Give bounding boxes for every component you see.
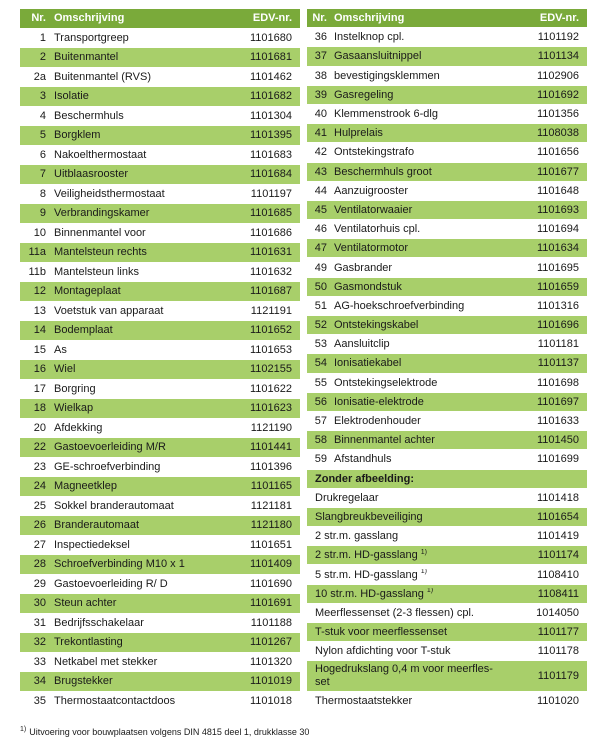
part-description: Buitenmantel (54, 51, 119, 64)
table-row (307, 692, 587, 711)
part-description: Hulprelais (334, 127, 383, 140)
part-description: Bedrijfsschakelaar (54, 616, 144, 629)
part-number: 5 (39, 129, 46, 142)
table-row (20, 185, 300, 205)
part-number: 57 (314, 415, 327, 428)
edv-number: 1101320 (249, 655, 292, 668)
part-number: 17 (33, 382, 46, 395)
part-number: 11a (28, 246, 46, 259)
edv-number: 1101020 (536, 694, 579, 707)
table-row (20, 633, 300, 653)
edv-number: 1121191 (250, 304, 292, 317)
part-description: bevestigingsklemmen (334, 69, 440, 82)
part-description (307, 492, 523, 504)
table-row (307, 163, 587, 182)
edv-number: 1101634 (536, 242, 579, 255)
table-row (20, 458, 300, 478)
part-description-text: Nylon afdichting voor T-stuk (315, 645, 451, 658)
part-description: Wiel (54, 363, 76, 376)
part-description: Mantelsteun rechts (54, 246, 147, 259)
part-description: Uitblaasrooster (54, 168, 128, 181)
edv-number: 1101652 (249, 324, 292, 337)
table-row (20, 360, 300, 380)
table-row (20, 341, 300, 361)
part-number: 24 (33, 480, 46, 493)
table-row (307, 143, 587, 162)
edv-number: 1101653 (249, 343, 292, 356)
part-number: 23 (33, 460, 46, 473)
part-number: 7 (39, 168, 46, 181)
part-number: 13 (33, 304, 46, 317)
table-row (307, 412, 587, 431)
table-row (307, 86, 587, 105)
edv-number: 1101682 (249, 90, 292, 103)
parts-table-left (20, 9, 300, 711)
part-number: 20 (33, 421, 46, 434)
edv-number: 1101181 (537, 338, 579, 351)
edv-number: 1101409 (249, 558, 292, 571)
edv-number: 1101395 (249, 129, 292, 142)
table-row (307, 182, 587, 201)
part-description: Montageplaat (54, 285, 121, 298)
part-number: 37 (314, 50, 327, 63)
part-description (307, 549, 523, 561)
edv-number: 1101691 (249, 597, 292, 610)
part-description-text: 2 str.m. HD-gasslang (315, 549, 418, 562)
part-description-text: 10 str.m. HD-gasslang (315, 587, 424, 600)
table-row (307, 201, 587, 220)
edv-number: 1101174 (537, 549, 579, 562)
edv-number: 1101695 (536, 261, 579, 274)
part-number: 39 (314, 88, 327, 101)
part-description: Afstandhuls (334, 453, 392, 466)
header-description: Omschrijving (334, 12, 405, 25)
table-row (307, 28, 587, 47)
edv-number: 1101648 (536, 184, 579, 197)
part-number: 42 (314, 146, 327, 159)
edv-number: 1101681 (249, 51, 292, 64)
part-number: 30 (33, 597, 46, 610)
part-description: Thermostaatcontactdoos (54, 694, 176, 707)
edv-number: 1101188 (250, 616, 292, 629)
part-description-text: 5 str.m. HD-gasslang (315, 568, 418, 581)
table-row (20, 146, 300, 166)
part-number: 14 (33, 324, 46, 337)
edv-number: 1101177 (537, 626, 579, 639)
edv-number: 1108411 (537, 587, 579, 600)
part-description-text: Thermostaatstekker (315, 694, 413, 707)
part-description: Ionisatie-elektrode (334, 395, 424, 408)
part-number: 2 (39, 51, 46, 64)
edv-number: 1101179 (537, 670, 579, 683)
part-description: Veiligheidsthermostaat (54, 187, 165, 200)
edv-number: 1101396 (249, 460, 292, 473)
table-row (307, 585, 587, 604)
header-edv: EDV-nr. (539, 12, 579, 25)
part-description: GE-schroefverbinding (54, 460, 161, 473)
table-row (307, 278, 587, 297)
table-row (20, 48, 300, 68)
part-number: 47 (314, 242, 327, 255)
edv-number: 1121181 (250, 499, 292, 512)
table-row (307, 508, 587, 527)
table-row (307, 297, 587, 316)
footnote (20, 727, 309, 737)
table-row (20, 399, 300, 419)
part-description: Mantelsteun links (54, 265, 139, 278)
table-row (20, 419, 300, 439)
edv-number: 1101697 (536, 395, 579, 408)
edv-number: 1101623 (249, 402, 292, 415)
part-number: 1 (39, 31, 46, 44)
part-description: Steun achter (54, 597, 117, 610)
part-number: 32 (33, 636, 46, 649)
edv-number: 1101462 (249, 70, 292, 83)
part-number: 58 (314, 434, 327, 447)
table-row (307, 431, 587, 450)
table-row (20, 224, 300, 244)
table-row (20, 692, 300, 712)
edv-number: 1101633 (536, 415, 579, 428)
part-description-text: Meerflessenset (2-3 flessen) cpl. (315, 606, 474, 619)
part-number: 38 (314, 69, 327, 82)
part-description: Brugstekker (54, 675, 113, 688)
part-description: As (54, 343, 67, 356)
part-number: 8 (39, 187, 46, 200)
part-number: 54 (314, 357, 327, 370)
table-row (307, 258, 587, 277)
part-number: 55 (314, 376, 327, 389)
part-description-text: Drukregelaar (315, 491, 379, 504)
edv-number: 1101687 (249, 285, 292, 298)
part-description: Magneetklep (54, 480, 117, 493)
part-number: 12 (33, 285, 46, 298)
table-row (20, 68, 300, 88)
part-number: 15 (33, 343, 46, 356)
table-row (307, 546, 587, 565)
table-row (20, 516, 300, 536)
part-description: Elektrodenhouder (334, 415, 421, 428)
table-row (20, 672, 300, 692)
part-description: Ventilatorwaaier (334, 203, 413, 216)
part-description (307, 626, 523, 638)
part-number: 36 (314, 31, 327, 44)
part-description: Verbrandingskamer (54, 207, 150, 220)
table-row (20, 575, 300, 595)
part-number: 29 (33, 577, 46, 590)
part-description: Branderautomaat (54, 519, 139, 532)
header-description: Omschrijving (54, 12, 125, 25)
table-row (20, 614, 300, 634)
edv-number: 1101692 (536, 88, 579, 101)
part-description-text: 2 str.m. gasslang (315, 530, 399, 543)
part-description: Borgring (54, 382, 96, 395)
edv-number: 1101680 (249, 31, 292, 44)
part-description: Beschermhuls groot (334, 165, 432, 178)
part-description: Binnenmantel voor (54, 226, 146, 239)
edv-number: 1101441 (249, 441, 292, 454)
part-number: 52 (314, 319, 327, 332)
part-number: 50 (314, 280, 327, 293)
part-description: Klemmenstrook 6-dlg (334, 108, 438, 121)
edv-number: 1101267 (249, 636, 292, 649)
part-number: 31 (33, 616, 46, 629)
part-description: Beschermhuls (54, 109, 124, 122)
table-row (20, 126, 300, 146)
part-number: 51 (314, 299, 327, 312)
part-description: Gasregeling (334, 88, 394, 101)
part-number: 4 (39, 109, 46, 122)
edv-number: 1014050 (536, 606, 579, 619)
part-description-text: T-stuk voor meerflessenset (315, 626, 448, 639)
part-description: Ventilatormotor (334, 242, 408, 255)
edv-number: 1101690 (249, 577, 292, 590)
edv-number: 1101684 (249, 168, 292, 181)
table-row (307, 354, 587, 373)
part-description: Ontstekingselektrode (334, 376, 438, 389)
part-number: 26 (33, 519, 46, 532)
header-nr: Nr. (31, 12, 46, 25)
table-row (307, 661, 587, 691)
edv-number: 1121190 (250, 421, 292, 434)
table-row (307, 220, 587, 239)
edv-number: 1101018 (249, 694, 292, 707)
edv-number: 1101698 (536, 376, 579, 389)
part-number: 40 (314, 108, 327, 121)
table-row (20, 302, 300, 322)
part-description: Afdekking (54, 421, 103, 434)
footnote-reference: 1) (420, 549, 427, 556)
edv-number: 1108038 (536, 127, 579, 140)
part-description: Aanzuigrooster (334, 184, 408, 197)
part-description: Ontstekingstrafo (334, 146, 415, 159)
part-number: 10 (33, 226, 46, 239)
part-number: 2a (33, 70, 46, 83)
footnote-reference: 1) (420, 568, 427, 575)
edv-number: 1101165 (250, 480, 292, 493)
section-heading-label: Zonder afbeelding: (315, 472, 414, 485)
part-number: 59 (314, 453, 327, 466)
edv-number: 1101696 (536, 319, 579, 332)
table-row (20, 477, 300, 497)
part-description: Isolatie (54, 90, 89, 103)
table-row (20, 497, 300, 517)
table-row (20, 282, 300, 302)
part-description (307, 588, 523, 600)
table-row (307, 47, 587, 66)
table-row (20, 380, 300, 400)
part-number: 28 (33, 558, 46, 571)
part-description: Trekontlasting (54, 636, 123, 649)
edv-number: 1102155 (249, 363, 292, 376)
table-row (307, 67, 587, 86)
part-description: Gasbrander (334, 261, 393, 274)
edv-number: 1101418 (536, 491, 579, 504)
edv-number: 1101694 (536, 223, 579, 236)
part-description (307, 663, 523, 689)
table-row (307, 623, 587, 642)
table-row (307, 450, 587, 469)
edv-number: 1101419 (536, 530, 579, 543)
edv-number: 1101685 (249, 207, 292, 220)
part-number: 25 (33, 499, 46, 512)
part-description: Inspectiedeksel (54, 538, 130, 551)
part-description (307, 530, 523, 542)
parts-tables (20, 9, 587, 711)
table-row (20, 321, 300, 341)
table-row (20, 555, 300, 575)
part-number: 46 (314, 223, 327, 236)
edv-number: 1101683 (249, 148, 292, 161)
edv-number: 1101631 (249, 246, 292, 259)
section-heading (307, 470, 587, 489)
edv-number: 1101304 (249, 109, 292, 122)
part-number: 3 (39, 90, 46, 103)
edv-number: 1102906 (536, 69, 579, 82)
edv-number: 1101632 (249, 265, 292, 278)
table-row (307, 393, 587, 412)
part-description: Transportgreep (54, 31, 129, 44)
part-description (307, 569, 523, 581)
table-header (20, 9, 300, 29)
part-description (307, 645, 523, 657)
table-row (307, 527, 587, 546)
part-number: 18 (33, 402, 46, 415)
table-row (307, 604, 587, 623)
header-nr: Nr. (312, 12, 327, 25)
table-row (307, 335, 587, 354)
part-number: 11b (28, 265, 46, 278)
table-row (20, 204, 300, 224)
table-row (307, 374, 587, 393)
part-description: Instelknop cpl. (334, 31, 405, 44)
part-number: 53 (314, 338, 327, 351)
part-description: Gastoevoerleiding R/ D (54, 577, 168, 590)
table-row (20, 263, 300, 283)
part-description: Ontstekingskabel (334, 319, 419, 332)
part-description: Gastoevoerleiding M/R (54, 441, 166, 454)
table-row (20, 87, 300, 107)
edv-number: 1101651 (249, 538, 292, 551)
part-description: Schroefverbinding M10 x 1 (54, 558, 185, 571)
table-row (20, 653, 300, 673)
part-description: Bodemplaat (54, 324, 113, 337)
table-row (20, 107, 300, 127)
part-number: 27 (33, 538, 46, 551)
part-description: Netkabel met stekker (54, 655, 158, 668)
part-description: Gasaansluitnippel (334, 50, 422, 63)
parts-table-right (307, 9, 587, 711)
edv-number: 1101686 (249, 226, 292, 239)
edv-number: 1101134 (537, 50, 579, 63)
table-row (20, 29, 300, 49)
table-row (307, 489, 587, 508)
part-description: Ionisatiekabel (334, 357, 402, 370)
part-number: 9 (39, 207, 46, 220)
table-row (20, 536, 300, 556)
table-row (307, 105, 587, 124)
edv-number: 1101316 (536, 299, 579, 312)
part-description: Ventilatorhuis cpl. (334, 223, 421, 236)
edv-number: 1101622 (249, 382, 292, 395)
part-number: 45 (314, 203, 327, 216)
part-description-text: Hogedrukslang 0,4 m voor meerfles- set (315, 663, 493, 689)
part-description: Sokkel branderautomaat (54, 499, 174, 512)
edv-number: 1101019 (249, 675, 292, 688)
edv-number: 1101356 (536, 108, 579, 121)
table-row (307, 316, 587, 335)
part-number: 49 (314, 261, 327, 274)
part-description: Aansluitclip (334, 338, 390, 351)
part-description: Gasmondstuk (334, 280, 402, 293)
edv-number: 1101656 (536, 146, 579, 159)
table-row (307, 642, 587, 661)
part-number: 34 (33, 675, 46, 688)
part-number: 43 (314, 165, 327, 178)
edv-number: 1101137 (537, 357, 579, 370)
part-number: 56 (314, 395, 327, 408)
edv-number: 1101178 (537, 645, 579, 658)
part-number: 33 (33, 655, 46, 668)
edv-number: 1101197 (250, 187, 292, 200)
part-description-text: Slangbreukbeveiliging (315, 510, 423, 523)
edv-number: 1101654 (536, 510, 579, 523)
part-number: 44 (314, 184, 327, 197)
table-header (307, 9, 587, 28)
part-number: 41 (314, 127, 327, 140)
table-row (20, 594, 300, 614)
part-number: 22 (33, 441, 46, 454)
part-description (307, 695, 523, 707)
edv-number: 1101450 (536, 434, 579, 447)
edv-number: 1121180 (250, 519, 292, 532)
footnote-marker: 1) (20, 726, 27, 733)
part-number: 16 (33, 363, 46, 376)
part-description: Nakoelthermostaat (54, 148, 147, 161)
part-description: Voetstuk van apparaat (54, 304, 164, 317)
edv-number: 1101693 (536, 203, 579, 216)
edv-number: 1101659 (536, 280, 579, 293)
part-description (307, 607, 523, 619)
part-number: 35 (33, 694, 46, 707)
table-row (20, 165, 300, 185)
part-description (307, 511, 523, 523)
part-description: Wielkap (54, 402, 94, 415)
table-row (20, 243, 300, 263)
part-number: 6 (39, 148, 46, 161)
table-row (307, 565, 587, 584)
table-row (20, 438, 300, 458)
edv-number: 1108410 (536, 568, 579, 581)
footnote-reference: 1) (426, 587, 434, 595)
part-description: Borgklem (54, 129, 101, 142)
edv-number: 1101192 (537, 31, 579, 44)
part-description: Binnenmantel achter (334, 434, 435, 447)
table-row (307, 239, 587, 258)
table-row (307, 124, 587, 143)
footnote-text: Uitvoering voor bouwplaatsen volgens DIN 4815 deel 1, drukklasse 30 (29, 727, 310, 737)
edv-number: 1101677 (536, 165, 579, 178)
edv-number: 1101699 (536, 453, 579, 466)
part-description: AG-hoekschroefverbinding (334, 299, 465, 312)
part-description: Buitenmantel (RVS) (54, 70, 152, 83)
header-edv: EDV-nr. (252, 12, 292, 25)
